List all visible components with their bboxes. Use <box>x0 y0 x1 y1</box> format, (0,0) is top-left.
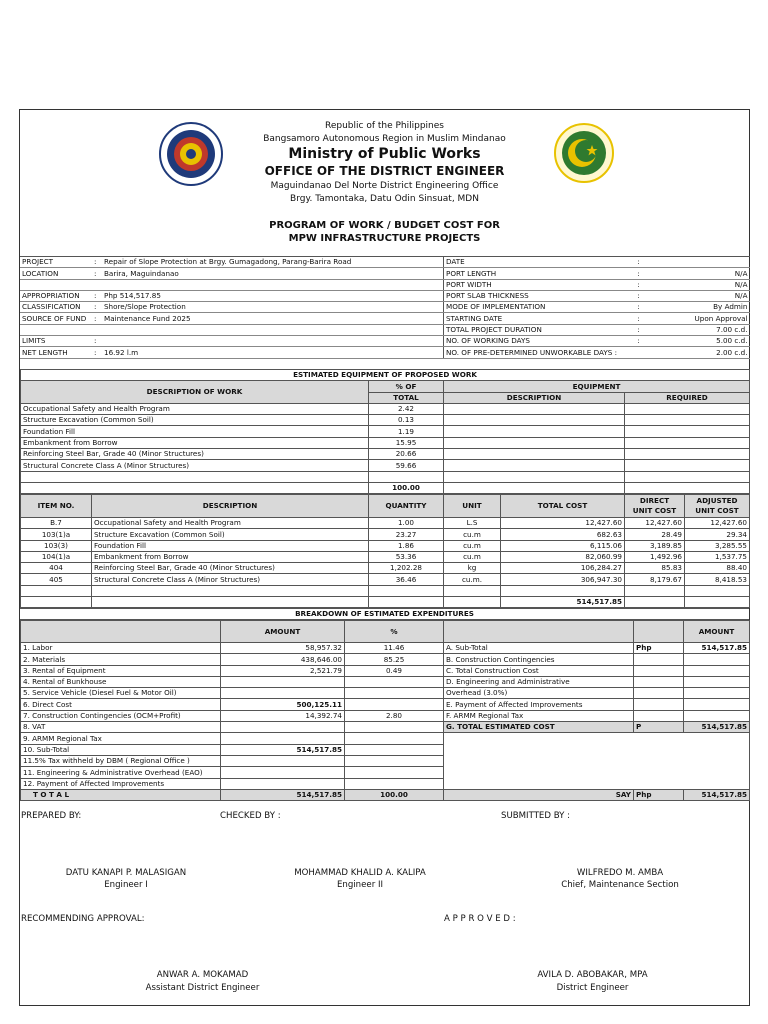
item-total-cost: 6,115.06 <box>501 540 625 551</box>
breakdown-amount <box>221 767 345 778</box>
breakdown-amount <box>684 699 750 710</box>
unit-header: UNIT <box>444 495 501 518</box>
breakdown-row <box>444 688 750 699</box>
equipment-required <box>625 460 750 471</box>
info-value: Repair of Slope Protection at Brgy. Gumagadong, Parang-Barira Road <box>102 257 443 268</box>
breakdown-currency <box>634 665 684 676</box>
equipment-description <box>444 403 625 414</box>
project-info-row <box>20 257 443 268</box>
equipment-description <box>444 449 625 460</box>
breakdown-currency: P <box>634 722 684 733</box>
checker-title: Engineer II <box>336 880 384 890</box>
breakdown-amount <box>684 654 750 665</box>
equipment-required <box>625 415 750 426</box>
breakdown-percent-header: % <box>345 621 444 643</box>
item-total-cost: 306,947.30 <box>501 574 625 585</box>
info-label: PORT LENGTH <box>444 268 628 279</box>
direct-unit-cost-header-bottom: UNIT COST <box>632 506 677 515</box>
item-unit: cu.m <box>444 529 501 540</box>
item-description: Foundation Fill <box>92 540 369 551</box>
info-value: Maintenance Fund 2025 <box>102 313 443 324</box>
info-label: NO. OF WORKING DAYS <box>444 336 628 347</box>
info-separator <box>92 324 102 335</box>
direct-unit-cost-header-top: DIRECT <box>639 496 670 506</box>
item-total-cost: 12,427.60 <box>501 518 625 529</box>
project-info-row <box>20 268 443 279</box>
breakdown-amount: 514,517.85 <box>684 722 750 733</box>
info-label: LIMITS <box>20 336 92 347</box>
breakdown-amount <box>684 676 750 687</box>
item-quantity: 1.00 <box>369 518 444 529</box>
breakdown-total-label: T O T A L <box>21 789 221 800</box>
info-value: N/A <box>650 290 750 301</box>
equipment-row <box>21 437 750 448</box>
item-unit: kg <box>444 563 501 574</box>
breakdown-row <box>21 654 444 665</box>
breakdown-percent: 11.46 <box>345 643 444 654</box>
breakdown-amount-header: AMOUNT <box>221 621 345 643</box>
percent-header-bottom: TOTAL <box>369 392 444 403</box>
work-description: Foundation Fill <box>21 426 369 437</box>
item-quantity: 23.27 <box>369 529 444 540</box>
info-label: NO. OF PRE-DETERMINED UNWORKABLE DAYS : <box>444 347 628 358</box>
project-info-row <box>20 290 443 301</box>
table-row <box>21 518 750 529</box>
info-label: SOURCE OF FUND <box>20 313 92 324</box>
office-title: OFFICE OF THE DISTRICT ENGINEER <box>264 164 505 178</box>
item-direct-unit-cost: 8,179.67 <box>625 574 685 585</box>
project-info-left <box>20 256 443 359</box>
checked-by-label: CHECKED BY : <box>220 811 281 821</box>
info-value: 2.00 c.d. <box>650 347 750 358</box>
info-value: Barira, Maguindanao <box>102 268 443 279</box>
item-quantity: 36.46 <box>369 574 444 585</box>
info-separator <box>92 279 102 290</box>
breakdown-currency <box>634 710 684 721</box>
breakdown-label: 10. Sub-Total <box>21 744 221 755</box>
equipment-description-header: DESCRIPTION <box>444 392 625 403</box>
submitter-title: Chief, Maintenance Section <box>561 880 679 890</box>
item-no: 405 <box>21 574 92 585</box>
info-value: 5.00 c.d. <box>650 336 750 347</box>
project-info-row <box>444 290 750 301</box>
breakdown-currency <box>634 654 684 665</box>
breakdown-label: C. Total Construction Cost <box>444 665 634 676</box>
equipment-required-header: REQUIRED <box>625 392 750 403</box>
item-adjusted-unit-cost: 29.34 <box>685 529 750 540</box>
breakdown-label: 12. Payment of Affected Improvements <box>21 778 221 789</box>
breakdown-section-title: BREAKDOWN OF ESTIMATED EXPENDITURES <box>20 609 749 620</box>
info-value <box>102 279 443 290</box>
item-adjusted-unit-cost: 3,285.55 <box>685 540 750 551</box>
work-description: Reinforcing Steel Bar, Grade 40 (Minor Structures) <box>21 449 369 460</box>
item-no: 404 <box>21 563 92 574</box>
item-adjusted-unit-cost: 8,418.53 <box>685 574 750 585</box>
project-info-row <box>444 279 750 290</box>
breakdown-row <box>21 665 444 676</box>
item-direct-unit-cost: 85.83 <box>625 563 685 574</box>
breakdown-total-amount: 514,517.85 <box>221 789 345 800</box>
info-value: N/A <box>650 268 750 279</box>
say-amount: 514,517.85 <box>684 789 750 800</box>
breakdown-label: E. Payment of Affected Improvements <box>444 699 634 710</box>
item-description: Reinforcing Steel Bar, Grade 40 (Minor Structures) <box>92 563 369 574</box>
breakdown-label: G. TOTAL ESTIMATED COST <box>444 722 634 733</box>
republic-line: Republic of the Philippines <box>325 121 444 131</box>
info-value: By Admin <box>650 302 750 313</box>
breakdown-amount <box>221 778 345 789</box>
breakdown-label: 5. Service Vehicle (Diesel Fuel & Motor Oil) <box>21 688 221 699</box>
quantity-header: QUANTITY <box>369 495 444 518</box>
breakdown-row <box>21 676 444 687</box>
region-line: Bangsamoro Autonomous Region in Muslim Mindanao <box>263 134 506 144</box>
item-no-header: ITEM NO. <box>21 495 92 518</box>
breakdown-row <box>21 733 444 744</box>
breakdown-row <box>21 699 444 710</box>
info-label: CLASSIFICATION <box>20 302 92 313</box>
breakdown-label: 11.5% Tax withheld by DBM ( Regional Office ) <box>21 755 221 766</box>
breakdown-amount: 2,521.79 <box>221 665 345 676</box>
item-description: Embankment from Borrow <box>92 551 369 562</box>
breakdown-amount: 14,392.74 <box>221 710 345 721</box>
breakdown-label: A. Sub-Total <box>444 643 634 654</box>
table-row <box>21 574 750 585</box>
equipment-required <box>625 449 750 460</box>
info-separator <box>628 347 650 358</box>
info-label <box>20 324 92 335</box>
equipment-required <box>625 426 750 437</box>
project-info-row <box>444 324 750 335</box>
project-info-row <box>444 257 750 268</box>
equipment-required <box>625 403 750 414</box>
project-info-row <box>20 279 443 290</box>
info-value <box>102 324 443 335</box>
info-value: Php 514,517.85 <box>102 290 443 301</box>
equipment-header: EQUIPMENT <box>444 381 750 392</box>
project-info-row <box>20 324 443 335</box>
breakdown-currency <box>634 699 684 710</box>
breakdown-percent <box>345 699 444 710</box>
recommending-approval-label: RECOMMENDING APPROVAL: <box>21 914 145 924</box>
percent-header-top: % OF <box>369 381 444 392</box>
breakdown-row <box>444 699 750 710</box>
breakdown-percent <box>345 744 444 755</box>
breakdown-left-table <box>20 620 444 801</box>
project-info-row <box>20 336 443 347</box>
info-value: Shore/Slope Protection <box>102 302 443 313</box>
work-percent: 1.19 <box>369 426 444 437</box>
item-quantity: 1,202.28 <box>369 563 444 574</box>
equipment-required <box>625 437 750 448</box>
breakdown-row <box>21 778 444 789</box>
info-value: 7.00 c.d. <box>650 324 750 335</box>
breakdown-label: 7. Construction Contingencies (OCM+Profit) <box>21 710 221 721</box>
district-office-line: Maguindanao Del Norte District Engineering Office <box>270 181 499 191</box>
breakdown-percent <box>345 676 444 687</box>
breakdown-label: F. ARMM Regional Tax <box>444 710 634 721</box>
work-percent: 20.66 <box>369 449 444 460</box>
item-unit: L.S <box>444 518 501 529</box>
work-description: Occupational Safety and Health Program <box>21 403 369 414</box>
preparer-name: DATU KANAPI P. MALASIGAN <box>65 868 187 878</box>
breakdown-row <box>21 744 444 755</box>
adjusted-unit-cost-header-top: ADJUSTED <box>696 496 738 506</box>
description-of-work-header: DESCRIPTION OF WORK <box>21 381 369 404</box>
project-info-row <box>20 347 443 358</box>
breakdown-label: Overhead (3.0%) <box>444 688 634 699</box>
breakdown-amount <box>221 688 345 699</box>
info-value: Upon Approval <box>650 313 750 324</box>
info-label: STARTING DATE <box>444 313 628 324</box>
breakdown-percent <box>345 688 444 699</box>
info-label: NET LENGTH <box>20 347 92 358</box>
equipment-row <box>21 449 750 460</box>
info-label: MODE OF IMPLEMENTATION <box>444 302 628 313</box>
breakdown-amount <box>684 710 750 721</box>
info-separator: : <box>92 336 102 347</box>
program-of-work-sheet <box>19 109 750 1006</box>
breakdown-label: D. Engineering and Administrative <box>444 676 634 687</box>
breakdown-percent <box>345 767 444 778</box>
submitted-by-label: SUBMITTED BY : <box>501 811 571 821</box>
info-label <box>20 279 92 290</box>
info-label: TOTAL PROJECT DURATION <box>444 324 628 335</box>
breakdown-amount <box>221 755 345 766</box>
info-label: DATE <box>444 257 628 268</box>
equipment-description <box>444 426 625 437</box>
preparer-title: Engineer I <box>104 880 148 890</box>
info-separator: : <box>628 302 650 313</box>
info-separator: : <box>92 313 102 324</box>
document-title-line2: MPW INFRASTRUCTURE PROJECTS <box>288 233 481 244</box>
item-adjusted-unit-cost: 12,427.60 <box>685 518 750 529</box>
breakdown-label: 2. Materials <box>21 654 221 665</box>
project-info-row <box>444 336 750 347</box>
info-value: 16.92 l.m <box>102 347 443 358</box>
item-unit: cu.m <box>444 540 501 551</box>
work-percent: 59.66 <box>369 460 444 471</box>
breakdown-percent <box>345 755 444 766</box>
breakdown-amount: 58,957.32 <box>221 643 345 654</box>
equipment-row <box>21 426 750 437</box>
approver-name: AVILA D. ABOBAKAR, MPA <box>537 970 648 980</box>
project-info-row <box>444 302 750 313</box>
breakdown-percent: 85.25 <box>345 654 444 665</box>
breakdown-row <box>444 665 750 676</box>
breakdown-right-amount-header: AMOUNT <box>684 621 750 643</box>
breakdown-percent: 2.80 <box>345 710 444 721</box>
breakdown-label: 3. Rental of Equipment <box>21 665 221 676</box>
info-separator: : <box>628 324 650 335</box>
info-label: APPROPRIATION <box>20 290 92 301</box>
breakdown-title-row <box>20 608 749 620</box>
item-no: 104(1)a <box>21 551 92 562</box>
info-separator: : <box>628 257 650 268</box>
breakdown-row <box>21 722 444 733</box>
project-info-row <box>444 268 750 279</box>
item-description: Structural Concrete Class A (Minor Structures) <box>92 574 369 585</box>
info-label: PORT SLAB THICKNESS <box>444 290 628 301</box>
breakdown-currency: Php <box>634 643 684 654</box>
project-info-row <box>20 313 443 324</box>
info-separator: : <box>92 290 102 301</box>
document-title-line1: PROGRAM OF WORK / BUDGET COST FOR <box>269 220 500 231</box>
recommender-name: ANWAR A. MOKAMAD <box>156 970 249 980</box>
equipment-description <box>444 415 625 426</box>
item-total-cost: 106,284.27 <box>501 563 625 574</box>
project-info-row <box>20 302 443 313</box>
breakdown-amount <box>221 722 345 733</box>
breakdown-row <box>444 722 750 733</box>
approved-label: A P P R O V E D : <box>444 914 516 924</box>
breakdown-amount <box>684 665 750 676</box>
info-separator: : <box>92 268 102 279</box>
item-adjusted-unit-cost: 1,537.75 <box>685 551 750 562</box>
breakdown-percent <box>345 722 444 733</box>
breakdown-total-pct: 100.00 <box>345 789 444 800</box>
info-separator: : <box>628 313 650 324</box>
item-unit: cu.m <box>444 551 501 562</box>
item-total-cost: 82,060.99 <box>501 551 625 562</box>
info-separator: : <box>92 302 102 313</box>
item-no: 103(1)a <box>21 529 92 540</box>
info-label: PROJECT <box>20 257 92 268</box>
item-description: Structure Excavation (Common Soil) <box>92 529 369 540</box>
item-no: 103(3) <box>21 540 92 551</box>
item-direct-unit-cost: 12,427.60 <box>625 518 685 529</box>
project-info-right <box>443 256 750 359</box>
work-items-table <box>20 494 750 608</box>
breakdown-currency <box>634 688 684 699</box>
equipment-row <box>21 403 750 414</box>
item-description-header: DESCRIPTION <box>92 495 369 518</box>
equipment-description <box>444 437 625 448</box>
info-value: N/A <box>650 279 750 290</box>
table-row <box>21 551 750 562</box>
recommender-title: Assistant District Engineer <box>145 983 260 993</box>
breakdown-label: 11. Engineering & Administrative Overhead (EAO) <box>21 767 221 778</box>
address-line: Brgy. Tamontaka, Datu Odin Sinsuat, MDN <box>290 194 479 204</box>
item-direct-unit-cost: 28.49 <box>625 529 685 540</box>
equipment-section-title: ESTIMATED EQUIPMENT OF PROPOSED WORK <box>21 370 750 381</box>
breakdown-label: 6. Direct Cost <box>21 699 221 710</box>
item-direct-unit-cost: 1,492.96 <box>625 551 685 562</box>
item-no: B.7 <box>21 518 92 529</box>
breakdown-right-table <box>443 620 750 801</box>
breakdown-percent: 0.49 <box>345 665 444 676</box>
info-label: PORT WIDTH <box>444 279 628 290</box>
total-cost-header: TOTAL COST <box>501 495 625 518</box>
breakdown-amount: 514,517.85 <box>684 643 750 654</box>
item-description: Occupational Safety and Health Program <box>92 518 369 529</box>
work-percent: 0.13 <box>369 415 444 426</box>
items-grand-total: 514,517.85 <box>501 597 625 608</box>
breakdown-amount <box>221 733 345 744</box>
breakdown-amount <box>684 688 750 699</box>
info-separator: : <box>92 257 102 268</box>
submitter-name: WILFREDO M. AMBA <box>576 868 664 878</box>
equipment-row <box>21 460 750 471</box>
equipment-table <box>20 369 750 494</box>
info-label: LOCATION <box>20 268 92 279</box>
work-description: Structure Excavation (Common Soil) <box>21 415 369 426</box>
equipment-total-pct: 100.00 <box>369 482 444 493</box>
work-description: Structural Concrete Class A (Minor Structures) <box>21 460 369 471</box>
equipment-description <box>444 460 625 471</box>
info-separator: : <box>628 290 650 301</box>
breakdown-row <box>444 676 750 687</box>
info-separator: : <box>628 336 650 347</box>
breakdown-amount: 500,125.11 <box>221 699 345 710</box>
breakdown-label: 4. Rental of Bunkhouse <box>21 676 221 687</box>
work-description: Embankment from Borrow <box>21 437 369 448</box>
direct-unit-cost-header <box>625 495 685 518</box>
project-info-row <box>444 347 750 358</box>
ministry-title: Ministry of Public Works <box>288 146 481 162</box>
breakdown-percent <box>345 733 444 744</box>
breakdown-label: 1. Labor <box>21 643 221 654</box>
breakdown-row <box>21 767 444 778</box>
breakdown-row <box>21 688 444 699</box>
info-value <box>102 336 443 347</box>
breakdown-label: 8. VAT <box>21 722 221 733</box>
item-unit: cu.m. <box>444 574 501 585</box>
breakdown-percent <box>345 778 444 789</box>
table-row <box>21 540 750 551</box>
adjusted-unit-cost-header <box>685 495 750 518</box>
breakdown-amount: 514,517.85 <box>221 744 345 755</box>
table-row <box>21 563 750 574</box>
item-adjusted-unit-cost: 88.40 <box>685 563 750 574</box>
say-label: SAY <box>444 789 634 800</box>
breakdown-row <box>21 643 444 654</box>
work-percent: 15.95 <box>369 437 444 448</box>
breakdown-row <box>444 654 750 665</box>
breakdown-amount: 438,646.00 <box>221 654 345 665</box>
checker-name: MOHAMMAD KHALID A. KALIPA <box>294 868 426 878</box>
project-info-row <box>444 313 750 324</box>
item-direct-unit-cost: 3,189.85 <box>625 540 685 551</box>
info-separator: : <box>628 268 650 279</box>
work-percent: 2.42 <box>369 403 444 414</box>
breakdown-row <box>21 755 444 766</box>
prepared-by-label: PREPARED BY: <box>21 811 82 821</box>
info-value <box>650 257 750 268</box>
item-quantity: 53.36 <box>369 551 444 562</box>
info-separator: : <box>92 347 102 358</box>
breakdown-currency <box>634 676 684 687</box>
breakdown-label: B. Construction Contingencies <box>444 654 634 665</box>
breakdown-row <box>21 710 444 721</box>
breakdown-label: 9. ARMM Regional Tax <box>21 733 221 744</box>
say-currency: Php <box>634 789 684 800</box>
adjusted-unit-cost-header-bottom: UNIT COST <box>695 506 739 515</box>
item-quantity: 1.86 <box>369 540 444 551</box>
breakdown-amount <box>221 676 345 687</box>
table-row <box>21 529 750 540</box>
breakdown-row <box>444 643 750 654</box>
approver-title: District Engineer <box>556 983 629 993</box>
item-total-cost: 682.63 <box>501 529 625 540</box>
breakdown-row <box>444 710 750 721</box>
equipment-row <box>21 415 750 426</box>
info-separator: : <box>628 279 650 290</box>
